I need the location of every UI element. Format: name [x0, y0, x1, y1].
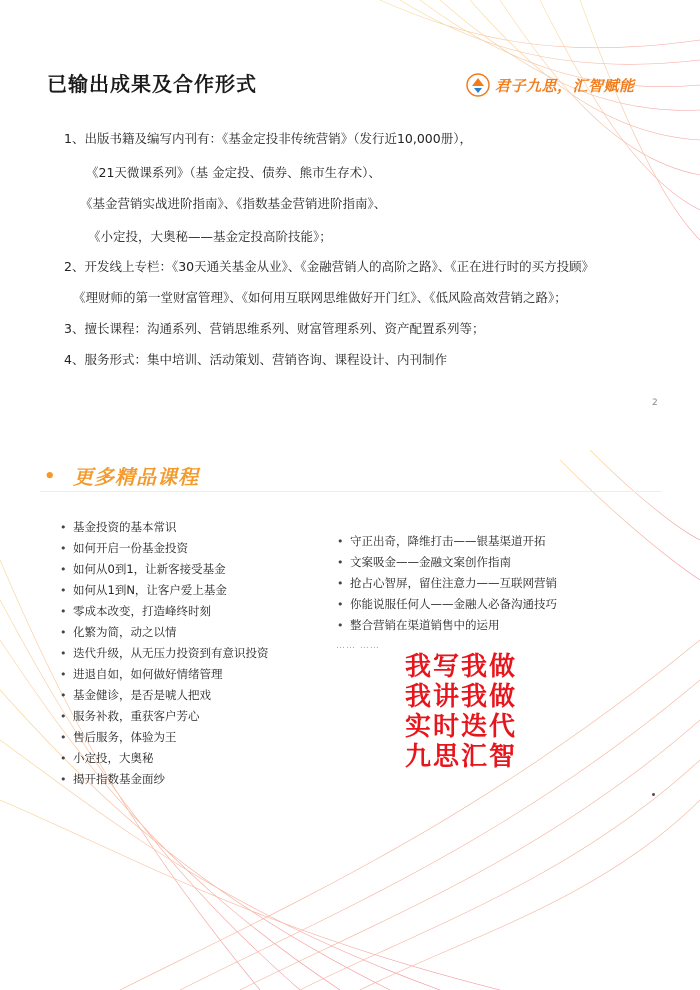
list-item: • 售后服务，体验为王 [60, 730, 177, 744]
list-item: • 揭开指数基金面纱 [60, 772, 165, 786]
ellipsis-mark: …… …… [336, 641, 380, 651]
list-item: • 整合营销在渠道销售中的运用 [337, 618, 500, 632]
list-item: • 零成本改变，打造峰终时刻 [60, 604, 211, 618]
page-number: 2 [652, 398, 658, 408]
achievement-line: 3、擅长课程：沟通系列、营销思维系列、财富管理系列、资产配置系列等； [64, 321, 485, 336]
slogan-line: 我讲我做 [405, 682, 518, 712]
achievement-line: 1、出版书籍及编写内刊有：《基金定投非传统营销》（发行近10,000册）， [64, 131, 472, 146]
slogan-line: 实时迭代 [405, 712, 518, 742]
list-item: • 抢占心智屏，留住注意力——互联网营销 [337, 576, 557, 590]
slogan-line: 九思汇智 [405, 742, 518, 772]
list-item: • 小定投，大奥秘 [60, 751, 154, 765]
list-item: • 如何从1到N，让客户爱上基金 [60, 583, 227, 597]
achievement-line: 4、服务形式：集中培训、活动策划、营销咨询、课程设计、内刊制作 [64, 352, 447, 367]
slogan-block [405, 652, 517, 772]
list-item: • 服务补救，重获客户芳心 [60, 709, 200, 723]
achievement-line: 《小定投，大奥秘——基金定投高阶技能》； [88, 229, 332, 244]
list-item: • 如何从0到1，让新客接受基金 [60, 562, 226, 576]
list-item: • 守正出奇，降维打击——银基渠道开拓 [337, 534, 546, 548]
list-item: • 文案吸金——金融文案创作指南 [337, 555, 511, 569]
slogan-line: 我写我做 [405, 652, 518, 682]
section-divider [40, 491, 662, 492]
list-item: • 基金投资的基本常识 [60, 520, 177, 534]
list-item: • 进退自如，如何做好情绪管理 [60, 667, 223, 681]
section-bullet: • [44, 466, 56, 487]
achievement-line: 《基金营销实战进阶指南》、《指数基金营销进阶指南》、 [80, 196, 387, 211]
achievement-line: 2、开发线上专栏：《30天通关基金从业》、《金融营销人的高阶之路》、《正在进行时的买方投顾》 [64, 259, 595, 274]
achievement-line: 《理财师的第一堂财富管理》、《如何用互联网思维做好开门红》、《低风险高效营销之路》； [73, 290, 567, 305]
page-title: 已输出成果及合作形式 [47, 72, 257, 96]
list-item: • 迭代升级，从无压力投资到有意识投资 [60, 646, 269, 660]
list-item: • 如何开启一份基金投资 [60, 541, 188, 555]
logo-mark-icon [466, 73, 490, 97]
section-title: 更多精品课程 [73, 465, 199, 489]
brand-logo [466, 72, 635, 98]
list-item: • 你能说服任何人——金融人必备沟通技巧 [337, 597, 557, 611]
achievement-line: 《21天微课系列》（基 金定投、债券、熊市生存术）、 [86, 165, 381, 180]
decorative-dot [652, 793, 655, 796]
list-item: • 化繁为简，动之以情 [60, 625, 177, 639]
logo-slogan-text: 君子九思，汇智赋能 [495, 76, 635, 95]
list-item: • 基金健诊，是否是唬人把戏 [60, 688, 211, 702]
